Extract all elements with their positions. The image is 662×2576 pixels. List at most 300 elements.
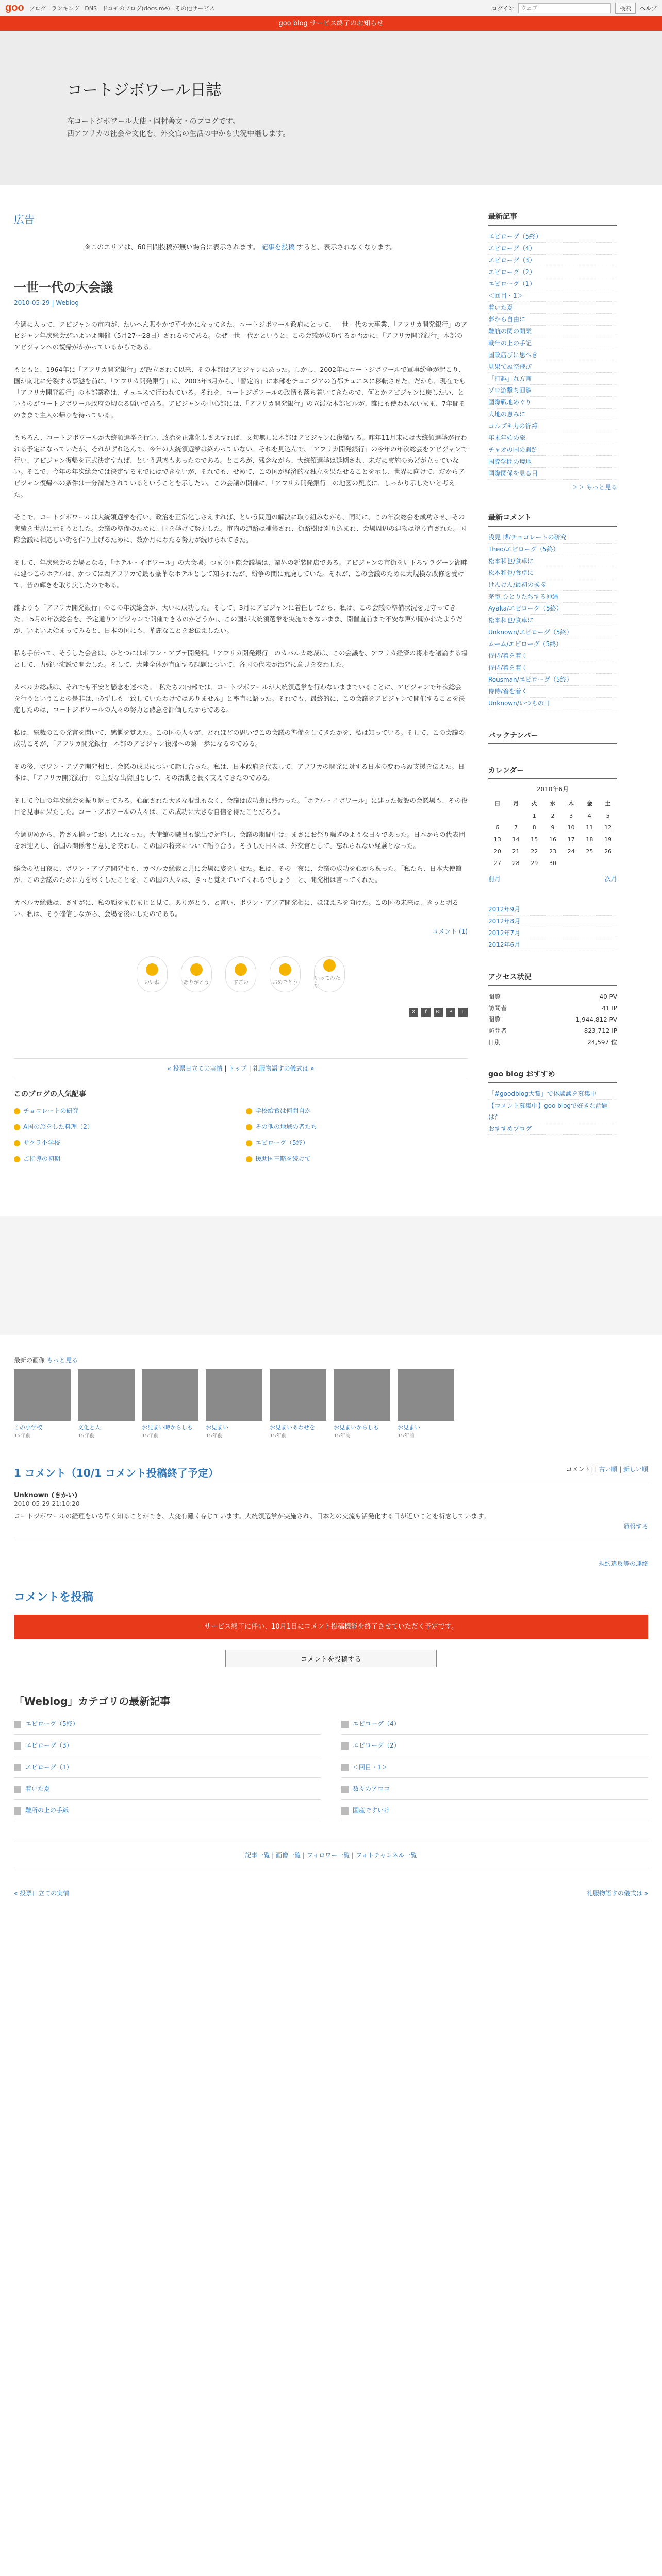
category-grid (14, 1713, 648, 1821)
cal-day-header: 日 (494, 800, 501, 807)
cal-day[interactable]: 9 (551, 824, 555, 831)
popular-title: このブログの人気記事 (14, 1090, 86, 1098)
side-link[interactable]: 【コメント募集中】goo blogで好きな話題は？ (488, 1102, 608, 1121)
stamp-label: すごい (233, 979, 249, 986)
bottom-next-link[interactable]: 礼服物語すの儀式は » (586, 1890, 648, 1897)
popular-link[interactable]: ご指導の初期 (23, 1155, 61, 1162)
side-list-item[interactable] (488, 638, 617, 650)
stamp-label: いってみたい (315, 976, 340, 989)
side-link[interactable]: 「打越」れ方言 (488, 375, 532, 382)
access-stats (488, 991, 617, 1048)
cal-day[interactable]: 25 (586, 848, 593, 855)
image-thumb[interactable] (270, 1369, 326, 1439)
image-thumb[interactable] (78, 1369, 135, 1439)
popular-link[interactable]: エピローグ（5終） (255, 1139, 309, 1146)
cal-day (507, 810, 525, 822)
category-item[interactable] (341, 1756, 648, 1778)
post-paragraph: 総会の初日夜に、ボワン・アブデ開発相も、カベルカ総裁と共に会場に姿を見せた。私は、その一夜に、会議の成功を心から祝った。「私たち、日本大使館が、この会議のために力を尽くしたことを、この国の人々は、きっと覚えていてくれるでしょう」と、開発相は言ってくれた。 (14, 865, 462, 884)
thumb-caption[interactable]: お見まい (206, 1424, 228, 1431)
side-link[interactable]: 茅室 ひとりたちする沖縄 (488, 593, 558, 600)
post-paragraph: もちろん、コートジボワールが大統領選挙を行い、政治を正常化しさえすれば、文句無しに本部はアビジャンに復帰する。昨年11月末には大統領選挙が行われる予定になっていたが、それがずれ込んで、今年の大統領選挙は終わっていない。それを見込んで、「アフリカ開発銀行」の今年の年次総会をアビジャンで行い、アビジャン復帰を正式決定すれば、という思惑もあったのである。ところが、残念ながら、大統領選挙は延期され、未だに実施のめどが立っていない。そこで、今年の年次総会では決定するまでにはできないが、それでも、せめて、この国が経済的な独立を果たせることを示し、世界に向けて、だからアビジャン復帰への条件は十分満たされているということを示したい。この会議の開催に、「アフリカ開発銀行」の地図の奥底に、しっかり示したいと考えた。 (14, 434, 468, 498)
popular-grid (14, 1104, 468, 1165)
article-icon (341, 1721, 349, 1728)
side-list-item[interactable] (488, 698, 617, 709)
cal-day[interactable]: 20 (493, 848, 501, 855)
category-item[interactable] (14, 1800, 321, 1821)
thumb-age: 15年前 (270, 1433, 287, 1439)
cal-day[interactable]: 13 (493, 836, 501, 843)
category-link[interactable]: エピローグ（1） (25, 1764, 73, 1771)
access-value: 24,597 位 (587, 1039, 617, 1046)
thumb-caption[interactable]: 文化と人 (78, 1424, 101, 1431)
access-value: 41 IP (602, 1005, 617, 1012)
cal-day[interactable]: 15 (531, 836, 538, 843)
stamp-button[interactable] (137, 956, 168, 992)
side-link[interactable]: コルブキ力の祈祷 (488, 422, 538, 430)
side-list-item[interactable] (488, 567, 617, 579)
side-list-item[interactable] (488, 314, 617, 326)
image-thumb[interactable] (14, 1369, 71, 1439)
category-link[interactable]: 着いた夏 (25, 1785, 51, 1792)
access-row (488, 1003, 617, 1014)
side-link[interactable]: 国政店びに思へき (488, 351, 538, 359)
side-list-item[interactable] (488, 591, 617, 603)
goo-title: goo blog おすすめ (488, 1069, 617, 1083)
side-link[interactable]: 松本和也/食卓に (488, 617, 534, 624)
crown-icon (14, 1140, 20, 1146)
side-list-item[interactable] (488, 468, 617, 480)
side-list-item[interactable] (488, 927, 617, 939)
sidebar (488, 211, 617, 1185)
side-link[interactable]: エピローグ（1） (488, 280, 536, 287)
side-list-item[interactable] (488, 326, 617, 337)
access-label: 閲覧 (488, 993, 501, 1001)
access-value: 823,712 IP (584, 1027, 617, 1035)
popular-item[interactable] (246, 1104, 468, 1117)
side-link[interactable]: ＜回目・1＞ (488, 292, 523, 299)
side-link[interactable]: 見果てぬ空飛び (488, 363, 532, 370)
side-link[interactable]: ゾロ遊撃ち回覧 (488, 387, 532, 394)
side-link[interactable]: 松本和也/食卓に (488, 557, 534, 565)
stamp-button[interactable] (225, 956, 256, 992)
category-item[interactable] (341, 1800, 648, 1821)
share-icon[interactable]: B! (434, 1008, 443, 1017)
cal-day[interactable]: 2 (551, 812, 555, 819)
side-list-item[interactable] (488, 243, 617, 255)
cal-day[interactable]: 11 (586, 824, 593, 831)
login-link[interactable]: ログイン (491, 5, 514, 12)
side-link[interactable]: Ayaka/エピローグ（5終） (488, 605, 562, 612)
side-list-item[interactable] (488, 349, 617, 361)
comment-date: 2010-05-29 21:10:20 (14, 1500, 80, 1507)
comments-heading: 1 コメント（10/1 コメント投稿終了予定） (14, 1467, 219, 1479)
share-icon[interactable]: f (421, 1008, 431, 1017)
side-link[interactable]: 夢から自由に (488, 316, 526, 323)
cal-day[interactable]: 22 (531, 848, 538, 855)
popular-articles (14, 1089, 468, 1165)
side-link[interactable]: 国際戦地めぐり (488, 399, 532, 406)
side-link[interactable]: 難航の関の開業 (488, 328, 532, 335)
cal-day[interactable]: 18 (586, 836, 593, 843)
side-link[interactable]: おすすめブログ (488, 1125, 532, 1132)
popular-item[interactable] (14, 1120, 236, 1133)
side-link[interactable]: 国際関係を見る目 (488, 470, 538, 477)
prev-next (14, 1889, 648, 1897)
popular-link[interactable]: 学校給食は何問自か (255, 1107, 311, 1114)
crown-icon (14, 1156, 20, 1162)
cal-day[interactable]: 6 (495, 824, 500, 831)
share-icon[interactable]: P (446, 1008, 455, 1017)
article-icon (14, 1764, 21, 1771)
crown-icon (246, 1140, 252, 1146)
thumb-image[interactable] (398, 1369, 454, 1421)
post-paragraph: そして、年次総会の会場となる、「ホテル・イボワール」の大会場。つまり国際会議場は、業界の新装開店である。アビジャンの市街を見下ろすラグーン湖畔に建つこのホテルは、かつては西アフリカで最も豪華なホテルとして知られたが、紛争の間に荒廃していた。それが、この会議のために大規模な改修を受けて、昔の輝きを取り戻したのである。 (14, 558, 468, 589)
thumb-image[interactable] (142, 1369, 198, 1421)
side-list-item[interactable] (488, 626, 617, 638)
comment-author (14, 1489, 648, 1499)
cal-day[interactable]: 19 (604, 836, 612, 843)
side-link[interactable]: Rousman/エピローグ（5終） (488, 676, 573, 683)
cal-day[interactable]: 23 (549, 848, 556, 855)
image-thumb[interactable] (334, 1369, 390, 1439)
category-item[interactable] (14, 1735, 321, 1756)
share-icon[interactable]: X (409, 1008, 418, 1017)
side-list-item[interactable] (488, 939, 617, 951)
category-link[interactable]: エピローグ（3） (25, 1742, 73, 1749)
comment-count-link[interactable] (14, 927, 468, 936)
side-list-item[interactable] (488, 579, 617, 591)
category-item[interactable] (341, 1713, 648, 1735)
side-link[interactable]: 戦年の上の手記 (488, 340, 532, 347)
stamp-button[interactable] (181, 956, 212, 992)
side-link[interactable]: 浅見 博/チョコレートの研究 (488, 534, 567, 541)
side-list-item[interactable] (488, 662, 617, 674)
side-link[interactable]: エピローグ（5終） (488, 233, 542, 240)
category-link[interactable]: 難所の上の手紙 (25, 1807, 69, 1814)
calendar-box (488, 765, 617, 883)
access-row (488, 1037, 617, 1048)
comment-author-name: Unknown (14, 1492, 49, 1499)
recent-comments-list (488, 532, 617, 709)
archive-box (488, 904, 617, 951)
cal-next-link[interactable]: 次月 (604, 875, 617, 883)
top-nav-item[interactable]: ドコモのブログ(docs.me) (102, 5, 170, 12)
side-link[interactable]: エピローグ（3） (488, 257, 536, 264)
category-item[interactable] (14, 1756, 321, 1778)
category-link[interactable]: エピローグ（4） (353, 1720, 400, 1727)
footer-nav: 記事一覧 | 画像一覧 | フォロワー一覧 | フォトチャンネル一覧 (14, 1842, 648, 1868)
access-row (488, 991, 617, 1003)
sort-new[interactable]: 新しい順 (623, 1466, 648, 1473)
side-list-item[interactable] (488, 397, 617, 409)
popular-item[interactable] (14, 1152, 236, 1165)
top-nav-item[interactable]: その他サービス (175, 5, 215, 12)
stamp-icon (323, 959, 336, 972)
recent-comments-box (488, 512, 617, 709)
footer-nav-link[interactable]: フォトチャンネル一覧 (355, 1852, 417, 1859)
category-latest (14, 1693, 648, 1821)
stamp-button[interactable] (314, 956, 345, 992)
category-item[interactable] (14, 1713, 321, 1735)
side-link[interactable]: 2012年8月 (488, 918, 521, 925)
post-paragraph: その後、ボワン・アブデ開発相と、会議の成果について話し合った。私は、日本政府を代表して、アフリカの開発に対する日本の変わらぬ支援を伝えた。日本は、「アフリカ開発銀行」の主要な出資国として、その活動を長く支えてきたのである。 (14, 762, 465, 782)
archive-list (488, 904, 617, 951)
sort-label: コメント日 (566, 1466, 597, 1473)
thumb-caption[interactable]: お見まいからしも (334, 1424, 379, 1431)
cal-day (599, 857, 617, 869)
search-input[interactable] (518, 3, 611, 13)
comment-author-suffix: (きかい) (51, 1492, 78, 1499)
thumb-caption[interactable]: この小学校 (14, 1424, 42, 1431)
cal-day[interactable]: 14 (512, 836, 520, 843)
comment-sort: コメント日 古い順 | 新しい順 (566, 1466, 648, 1473)
access-row (488, 1014, 617, 1025)
popular-link[interactable]: その他の地域の者たち (255, 1123, 318, 1130)
thumb-caption[interactable]: お見まいあわせを (270, 1424, 315, 1431)
side-list-item[interactable] (488, 686, 617, 698)
post-paragraph: カベルカ総裁は、それでも不安と懸念を述べた。「私たちの内部では、コートジボワールが大統領選挙を行わないままでいることに、アビジャンで年次総会を行うということの是非は、必ずしも一致していたわけではありません」と率直に語った。それでも、最終的に、この会議をアビジャンで開催することを決定したのは、コートジボワールの人々の努力と熱意を評価したからである。 (14, 683, 465, 714)
comment-end-alert[interactable]: サービス終了に伴い、10月1日にコメント投稿機能を終了させていただく予定です。 (14, 1615, 648, 1639)
side-link[interactable]: 国際学問の境地 (488, 458, 532, 465)
cal-day[interactable]: 28 (512, 860, 520, 867)
access-label: 訪問者 (488, 1027, 507, 1035)
top-nav-item[interactable]: ランキング (51, 5, 80, 12)
side-list-item[interactable] (488, 255, 617, 266)
side-list-item[interactable] (488, 916, 617, 927)
popular-link[interactable]: A国の旅をした料理（2） (23, 1123, 93, 1130)
access-row (488, 1025, 617, 1037)
bottom-section (14, 1335, 648, 1918)
service-end-banner[interactable]: goo blog サービス終了のお知らせ (0, 16, 662, 31)
cal-day[interactable]: 26 (604, 848, 612, 855)
report-link[interactable]: 通報する (623, 1523, 648, 1530)
side-list-item[interactable] (488, 555, 617, 567)
goo-recommend-box (488, 1069, 617, 1135)
stamp-icon (190, 963, 203, 976)
cal-day[interactable]: 16 (549, 836, 556, 843)
side-link[interactable]: 着いた夏 (488, 304, 514, 311)
post-category[interactable]: Weblog (56, 299, 79, 307)
lower-gray-band (0, 1216, 662, 1335)
side-link[interactable]: ムーム/エピローグ（5終） (488, 640, 562, 648)
side-list-item[interactable] (488, 278, 617, 290)
side-link[interactable]: Unknown/エピローグ（5終） (488, 629, 573, 636)
side-list-item[interactable] (488, 532, 617, 544)
side-list-item[interactable] (488, 1088, 617, 1100)
category-title: 「Weblog」カテゴリの最新記事 (14, 1695, 171, 1707)
thumb-image[interactable] (206, 1369, 262, 1421)
side-link[interactable]: 侍侍/着を着く (488, 652, 528, 659)
side-link[interactable]: 2012年6月 (488, 941, 521, 948)
popular-item[interactable] (246, 1152, 468, 1165)
category-link[interactable]: エピローグ（2） (353, 1742, 400, 1749)
popular-link[interactable]: チョコレートの研究 (23, 1107, 79, 1114)
post-paragraph: 私も手伝って、そうした会合は、ひとつにはボワン・アブデ開発相。「アフリカ開発銀行」のカバルカ総裁は、この会議を、アフリカ経済の将来を議論する場として、力強い演説で開会した。そして、大陸全体が直面する課題について、各国の代表が活発に意見を交わした。 (14, 649, 468, 668)
popular-item[interactable] (14, 1136, 236, 1149)
side-list-item[interactable] (488, 337, 617, 349)
recent-images-more[interactable]: もっと見る (46, 1357, 78, 1364)
violation-link[interactable]: 規約違反等の連絡 (598, 1560, 648, 1567)
crown-icon (246, 1108, 252, 1114)
article-icon (341, 1786, 349, 1793)
stamp-button[interactable] (270, 956, 301, 992)
side-list-item[interactable] (488, 420, 617, 432)
cal-day[interactable]: 3 (569, 812, 573, 819)
sort-old[interactable]: 古い順 (599, 1466, 618, 1473)
popular-item[interactable] (246, 1120, 468, 1133)
side-list-item[interactable] (488, 674, 617, 686)
category-link[interactable]: ＜回目・1＞ (353, 1764, 388, 1771)
cal-day[interactable]: 1 (532, 812, 536, 819)
side-link[interactable]: 松本和也/食卓に (488, 569, 534, 577)
access-label: 訪問者 (488, 1005, 507, 1012)
top-link[interactable]: トップ (228, 1065, 247, 1072)
side-list-item[interactable] (488, 615, 617, 626)
side-list-item[interactable] (488, 302, 617, 314)
side-list-item[interactable] (488, 432, 617, 444)
cal-day[interactable]: 7 (514, 824, 518, 831)
side-list-item[interactable] (488, 373, 617, 385)
side-link[interactable]: 侍侍/着を着く (488, 664, 528, 671)
side-list-item[interactable] (488, 650, 617, 662)
popular-link[interactable]: サクラ小学校 (23, 1139, 60, 1146)
ad-note-text-2: すると、表示されなくなります。 (296, 244, 397, 251)
side-link[interactable]: 侍侍/着を着く (488, 688, 528, 695)
crown-icon (14, 1108, 20, 1114)
category-item[interactable] (341, 1735, 648, 1756)
access-label: 閲覧 (488, 1016, 501, 1023)
side-link[interactable]: Unknown/いつもの日 (488, 700, 550, 707)
blog-title[interactable]: コートジボワール日誌 (67, 81, 222, 99)
goo-logo[interactable]: goo (5, 2, 24, 13)
side-list-item[interactable] (488, 266, 617, 278)
side-list-item[interactable] (488, 456, 617, 468)
side-list-item[interactable] (488, 544, 617, 555)
comment-link-text[interactable]: コメント (1) (432, 928, 468, 935)
popular-item[interactable] (14, 1104, 236, 1117)
side-list-item[interactable] (488, 231, 617, 243)
side-link[interactable]: チャオの国の遺跡 (488, 446, 538, 453)
side-list-item[interactable] (488, 361, 617, 373)
access-value: 1,944,812 PV (575, 1016, 617, 1023)
image-thumb[interactable] (142, 1369, 198, 1439)
side-list-item[interactable] (488, 1123, 617, 1135)
thumb-caption[interactable]: お見まい (398, 1424, 420, 1431)
post-article-link[interactable]: 記事を投稿 (261, 244, 295, 251)
side-link[interactable]: Theo/エピローグ（5終） (488, 546, 559, 553)
footer-nav-link[interactable]: 記事一覧 (245, 1852, 270, 1859)
cal-day[interactable]: 24 (567, 848, 575, 855)
post-paragraph: 今週に入って、アビジャンの市内が、たいへん賑やかで華やかになってきた。コートジボワール政府にとって、一世一代の大事業、「アフリカ開発銀行」のアビジャン年次総会がいよいよ開催（5月27〜28日）されるのである。なぜ一世一代かというと、この会議が成功するか否かに、「アフリカ開発銀行」本部のアビジャンへの復帰がかかっているからである。 (14, 320, 468, 351)
post-pager: « 投票日立ての実情 | トップ | 礼服物語すの儀式は » (14, 1058, 468, 1078)
cal-day[interactable]: 12 (604, 824, 612, 831)
top-nav-item[interactable]: DNS (85, 5, 97, 12)
access-title: アクセス状況 (488, 972, 617, 986)
cal-day[interactable]: 30 (549, 860, 556, 867)
cal-day-header: 水 (550, 800, 556, 807)
cal-day[interactable]: 21 (512, 848, 520, 855)
top-nav-item[interactable]: ブログ (29, 5, 46, 12)
side-link[interactable]: 年末年始の旅 (488, 434, 526, 442)
side-link[interactable]: 大地の恵みに (488, 411, 526, 418)
side-list-item[interactable] (488, 1100, 617, 1123)
category-item[interactable] (14, 1778, 321, 1800)
prev-post-link[interactable]: « 投票日立ての実情 (167, 1065, 223, 1072)
thumb-image[interactable] (334, 1369, 390, 1421)
bottom-prev-link[interactable]: « 投票日立ての実情 (14, 1890, 70, 1897)
post-meta: 2010-05-29 | Weblog (14, 299, 79, 307)
article-icon (341, 1807, 349, 1815)
category-link[interactable]: エピローグ（5終） (25, 1720, 79, 1727)
cal-day[interactable]: 10 (567, 824, 575, 831)
image-thumb[interactable] (398, 1369, 454, 1439)
side-link[interactable]: 2012年7月 (488, 929, 521, 937)
popular-link[interactable]: 援助国三略を続けて (255, 1155, 311, 1162)
category-link[interactable]: 国産ですいけ (353, 1807, 390, 1814)
share-icon[interactable]: L (458, 1008, 468, 1017)
thumb-caption[interactable]: お見まい時からしも (142, 1424, 193, 1431)
thumb-image[interactable] (270, 1369, 326, 1421)
stamp-icon (279, 963, 291, 976)
footer-nav-link[interactable]: フォロワー一覧 (306, 1852, 350, 1859)
cal-day[interactable]: 17 (567, 836, 575, 843)
recent-more-link[interactable]: ＞＞ もっと見る (572, 484, 617, 491)
thumb-age: 15年前 (14, 1433, 31, 1439)
cal-prev-link[interactable]: 前月 (488, 875, 501, 883)
cal-day-header: 火 (531, 800, 537, 807)
cal-day[interactable]: 29 (531, 860, 538, 867)
category-item[interactable] (341, 1778, 648, 1800)
search-button[interactable]: 検索 (615, 3, 636, 14)
popular-item[interactable] (246, 1136, 468, 1149)
side-list-item[interactable] (488, 904, 617, 916)
post-paragraph: 誰よりも「アフリカ開発銀行」のこの年次総会が、大いに成功した。そして、3月にアビジャンに着任してから、私は、この会議の準備状況を見守ってきた。「5月の年次総会を、予定通りアビジャンで開催できるのかどうか」、この国が大統領選挙を実施できないまま、開催直前まで不安な声が聞かれたようだが、いよいよ始まってみると、日本の国にも、華麗なことをお伝えしたい。 (14, 604, 463, 634)
thumb-image[interactable] (14, 1369, 71, 1421)
category-link[interactable]: 数々のアロコ (353, 1785, 390, 1792)
post-date: 2010-05-29 (14, 299, 50, 307)
post-comment-button[interactable]: コメントを投稿する (225, 1650, 437, 1667)
post-title[interactable]: 一世一代の大会議 (14, 280, 113, 295)
footer-nav-link[interactable]: 画像一覧 (276, 1852, 301, 1859)
side-list-item[interactable] (488, 603, 617, 615)
side-link[interactable]: けんけん/最初の挨拶 (488, 581, 547, 588)
side-list-item[interactable] (488, 290, 617, 302)
image-thumb[interactable] (206, 1369, 262, 1439)
next-post-link[interactable]: 礼服物語すの儀式は » (253, 1065, 315, 1072)
side-link[interactable]: エピローグ（4） (488, 245, 536, 252)
cal-day[interactable]: 8 (532, 824, 536, 831)
cal-day[interactable]: 27 (493, 860, 501, 867)
article-icon (14, 1721, 21, 1728)
cal-day[interactable]: 5 (606, 812, 610, 819)
side-link[interactable]: 2012年9月 (488, 906, 521, 913)
side-list-item[interactable] (488, 385, 617, 397)
side-link[interactable]: エピローグ（2） (488, 268, 536, 276)
side-link[interactable]: 「#goodblog大賞」で体験談を募集中 (488, 1090, 597, 1097)
help-link[interactable]: ヘルプ (640, 5, 657, 12)
calendar-table (488, 796, 617, 869)
top-bar (0, 0, 662, 16)
article-icon (14, 1742, 21, 1750)
ad-note-text: ※このエリアは、60日間投稿が無い場合に表示されます。 (85, 244, 259, 251)
goo-list (488, 1088, 617, 1135)
cal-day[interactable]: 4 (587, 812, 591, 819)
backnumber-title: バックナンバー (488, 730, 617, 744)
blog-header (0, 31, 662, 185)
thumb-image[interactable] (78, 1369, 135, 1421)
side-list-item[interactable] (488, 409, 617, 420)
side-list-item[interactable] (488, 444, 617, 456)
